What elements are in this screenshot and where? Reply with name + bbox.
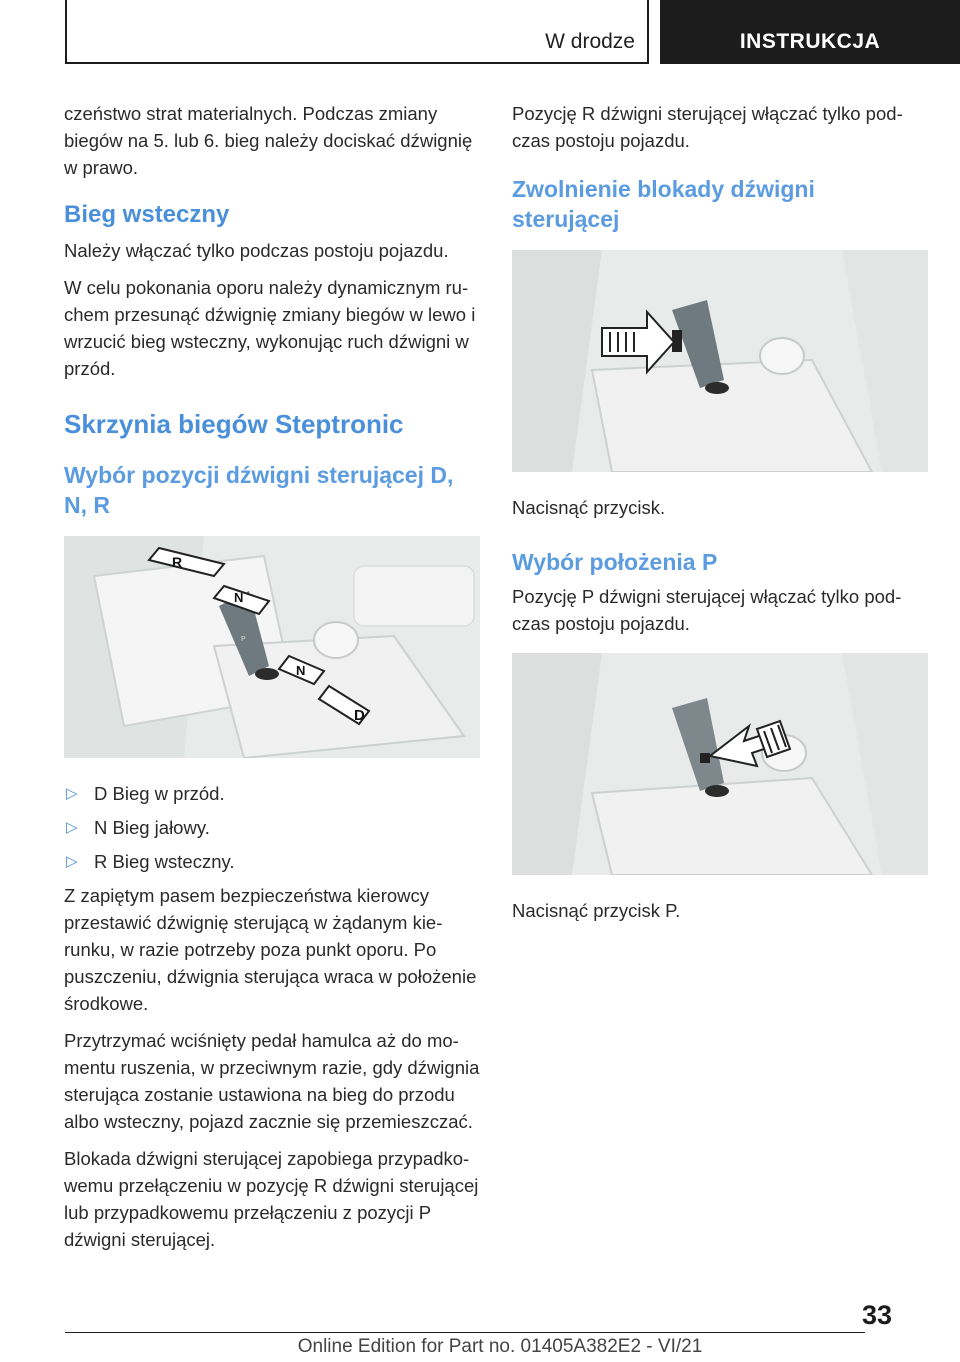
triangle-bullet-icon: ▷ <box>66 819 78 836</box>
park-button-svg <box>512 653 928 875</box>
fig-label-p: P <box>241 636 246 643</box>
unlock-button-svg <box>512 250 928 472</box>
list-item <box>64 848 480 875</box>
footer-divider <box>65 1332 865 1333</box>
list-item-text: D Bieg w przód. <box>94 783 225 804</box>
left-column <box>64 100 480 1263</box>
gear-selector-drn-illustration <box>64 536 480 758</box>
park-button-illustration <box>512 653 928 875</box>
select-position-heading: Wybór pozycji dźwigni sterującej D, N, R <box>64 462 454 518</box>
fig-label-n-down: N <box>296 663 306 678</box>
reverse-gear-paragraph-2: W celu pokonania oporu należy dynamicznym ruchem przesunąć dźwignię zmiany biegów w lewo i wrzucić bieg wsteczny, wykonując ruch dźwigni w przód. <box>64 277 476 379</box>
page-number: 33 <box>861 1300 892 1330</box>
park-caption: Nacisnąć przycisk P. <box>512 900 681 921</box>
list-item <box>64 814 480 841</box>
unlock-heading: Zwolnienie blokady dźwigni sterującej <box>512 176 815 232</box>
list-item <box>64 780 480 807</box>
park-heading: Wybór położenia P <box>512 549 718 575</box>
triangle-bullet-icon: ▷ <box>66 853 78 870</box>
fig-label-n-up: N <box>234 590 244 605</box>
reverse-gear-heading: Bieg wsteczny <box>64 201 230 228</box>
edition-footer: Online Edition for Part no. 01405A382E2 - VI/21 <box>297 1336 703 1357</box>
header-section-box <box>65 0 649 64</box>
reverse-gear-paragraph-1: Należy włączać tylko podczas postoju pojazdu. <box>64 240 449 261</box>
list-item-text: N Bieg jałowy. <box>94 817 210 838</box>
park-paragraph: Pozycję P dźwigni sterującej włączać tylko podczas postoju pojazdu. <box>512 586 902 634</box>
list-item-text: R Bieg wsteczny. <box>94 851 235 872</box>
gear-selector-drn-svg <box>64 536 480 758</box>
steptronic-heading: Skrzynia biegów Steptronic <box>64 409 404 439</box>
chapter-tab[interactable] <box>660 0 960 64</box>
belt-paragraph: Z zapiętym pasem bezpieczeństwa kierowcy przestawić dźwignię sterującą w żądanym kierunku, w razie potrzeby poza punkt oporu. Po puszczeniu, dźwignia sterująca wraca w położenie środkowe. <box>64 885 477 1014</box>
gear-positions-list <box>64 780 480 875</box>
fig-label-d: D <box>354 707 365 724</box>
unlock-caption: Nacisnąć przycisk. <box>512 497 666 518</box>
right-intro-paragraph: Pozycję R dźwigni sterującej włączać tylko podczas postoju pojazdu. <box>512 103 903 151</box>
chapter-tab-label: INSTRUKCJA <box>739 30 881 53</box>
brake-paragraph: Przytrzymać wciśnięty pedał hamulca aż do momentu ruszenia, w przeciwnym razie, gdy dźwignia sterująca zostanie ustawiona na bieg do przodu albo wsteczny, pojazd zacznie się przemieszczać. <box>64 1030 480 1132</box>
unlock-button-illustration <box>512 250 928 472</box>
fig-label-r: R <box>172 554 183 570</box>
left-intro-paragraph: czeństwo strat materialnych. Podczas zmiany biegów na 5. lub 6. bieg należy dociskać dźwignię w prawo. <box>64 103 473 178</box>
right-column <box>512 100 928 934</box>
triangle-bullet-icon: ▷ <box>66 785 78 802</box>
section-title: W drodze <box>545 30 635 53</box>
lock-paragraph: Blokada dźwigni sterującej zapobiega przypadkowemu przełączeniu w pozycję R dźwigni sterującej lub przypadkowemu przełączeniu z pozycji P dźwigni sterującej. <box>64 1148 479 1250</box>
